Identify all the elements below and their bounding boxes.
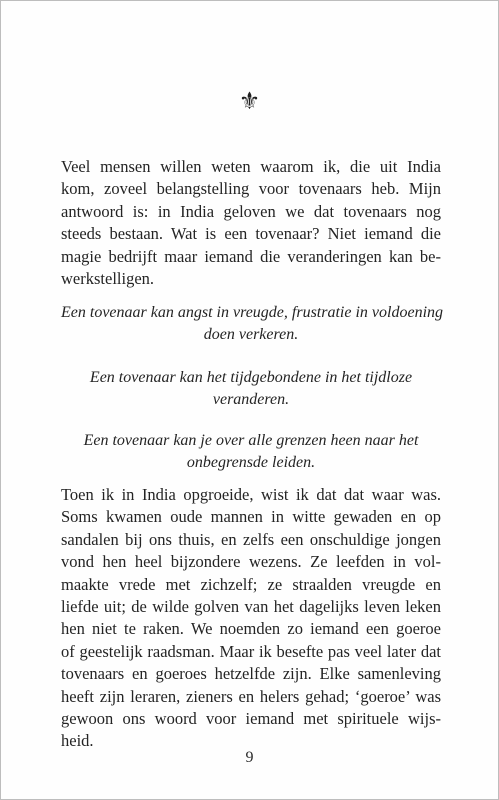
text-line: maakte vrede met zichzelf; ze straalden vreugde en — [61, 574, 441, 594]
text-line: magie bedrijft maar iemand die veranderingen kan be- — [61, 246, 441, 266]
quote-line: doen verkeren. — [203, 326, 299, 344]
quote-line: Een tovenaar kan het tijdgebondene in het tijdloze — [89, 369, 413, 386]
text-line: heeft zijn leraren, zieners en helers gehad; ‘goeroe’ was — [61, 686, 441, 706]
text-line: kom, zoveel belangstelling voor tovenaars heb. Mijn — [61, 179, 441, 199]
page-number: 9 — [245, 749, 254, 766]
text-line: gewoon ons woord voor iemand met spirituele wijs- — [61, 709, 441, 729]
quote-1 — [61, 302, 444, 347]
text-line: vond hen heel bijzondere wezens. Ze leefden in vol- — [61, 552, 441, 572]
text-line: Soms kwamen oude mannen in witte gewaden en op — [61, 507, 441, 527]
quote-line: veranderen. — [212, 391, 290, 409]
text-line: antwoord is: in India geloven we dat tovenaars nog — [61, 201, 441, 221]
text-line: tovenaars en goeroes hetzelfde zijn. Elke samenleving — [61, 664, 441, 684]
text-line: Toen ik in India opgroeide, wist ik dat dat waar was. — [61, 485, 441, 504]
fleur-de-lis-icon: ⚜ — [238, 87, 261, 115]
text-line: Veel mensen willen weten waarom ik, die uit India — [61, 157, 441, 176]
text-line: of geestelijk raadsman. Maar ik besefte pas veel later dat — [61, 641, 441, 661]
text-line: hen niet te raken. We noemden zo iemand een goeroe — [61, 619, 441, 639]
quote-2 — [61, 367, 441, 412]
paragraph-india — [61, 484, 441, 753]
paragraph-intro — [61, 156, 441, 290]
text-line: sandalen bij ons thuis, en zelfs een onschuldige jongen — [61, 529, 441, 549]
text-line: liefde uit; de wilde golven van het dagelijks leven leken — [61, 597, 441, 617]
quote-line: onbegrensde leiden. — [186, 454, 316, 472]
text-line: steeds bestaan. Wat is een tovenaar? Niet iemand die — [61, 224, 441, 244]
text-line: werkstelligen. — [61, 269, 155, 289]
quote-3 — [61, 430, 441, 475]
quote-line: Een tovenaar kan je over alle grenzen heen naar het — [83, 432, 419, 449]
text-line: heid. — [61, 731, 94, 751]
quote-line: Een tovenaar kan angst in vreugde, frustratie in voldoening — [61, 304, 444, 321]
